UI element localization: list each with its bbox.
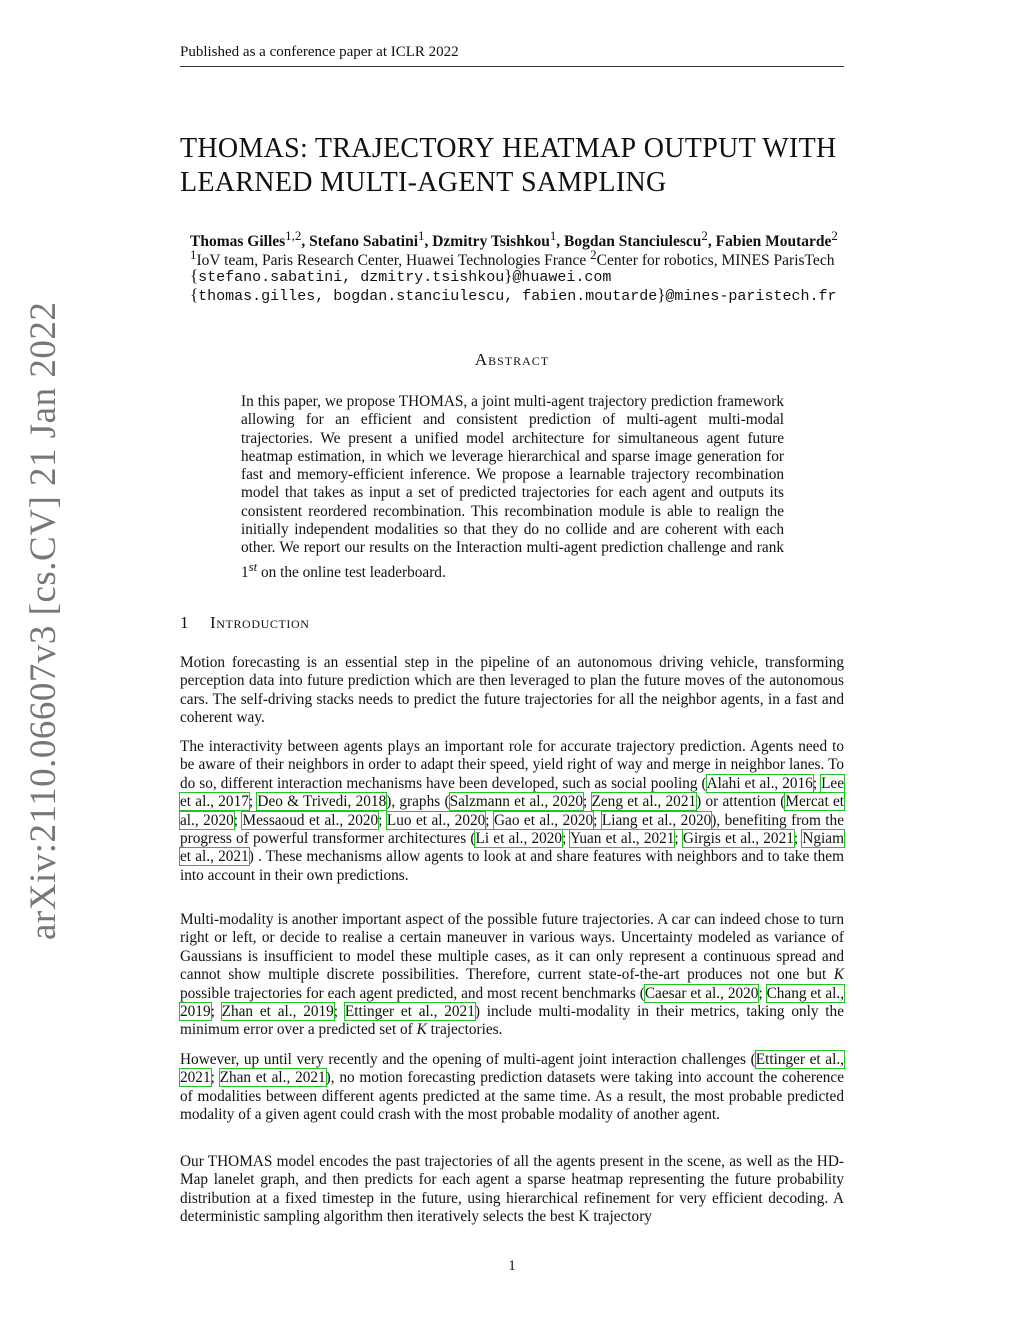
citation-author[interactable]: Salzmann et al.: [449, 793, 545, 811]
math-symbol: K: [833, 966, 844, 984]
affiliation-text: Center for robotics, MINES ParisTech: [596, 252, 835, 270]
citation-author[interactable]: Caesar et al.: [644, 984, 721, 1002]
citation-author[interactable]: Ettinger et al.: [755, 1051, 841, 1068]
citation-link[interactable]: Chang et al., 2019: [180, 984, 845, 1021]
affiliation-mark: 2: [701, 228, 708, 243]
citation-year[interactable]: 2020: [531, 830, 563, 848]
title-part: LEARNED: [180, 167, 313, 198]
brace-open: {: [190, 285, 199, 304]
citation-link[interactable]: Caesar et al., 2020: [644, 984, 759, 1002]
citation-year[interactable]: 2019: [303, 1003, 334, 1021]
citation-year[interactable]: 2021: [763, 830, 794, 848]
citation-year[interactable]: 2020: [552, 793, 584, 811]
section-number: 1: [180, 613, 190, 632]
abstract-text: on the online test leaderboard.: [257, 563, 446, 581]
affiliation-mark: 2: [831, 228, 838, 243]
paragraph-text: trajectories.: [426, 1021, 503, 1039]
email-line-huawei: [190, 266, 611, 286]
citation-author[interactable]: Liang et al.: [601, 811, 673, 829]
citation-link[interactable]: Li et al., 2020: [475, 830, 563, 848]
math-symbol: K: [416, 1021, 427, 1039]
citation-link[interactable]: Luo et al., 2020: [386, 811, 486, 829]
paper-title: [180, 132, 850, 200]
abstract-body: [241, 393, 784, 582]
running-header: Published as a conference paper at ICLR 2022: [180, 44, 459, 60]
citation-year[interactable]: 2021: [444, 1003, 475, 1021]
author-name: , Dzmitry Tsishkou: [424, 233, 550, 251]
citation-author[interactable]: Lee et al.: [180, 774, 844, 811]
affiliation-mark: 1: [418, 228, 425, 243]
citation-link[interactable]: Yuan et al., 2021: [569, 830, 675, 848]
citation-link[interactable]: Gao et al., 2020: [493, 811, 594, 829]
citation-author[interactable]: Mercat et al.: [180, 793, 844, 829]
header-rule: [180, 66, 844, 67]
citation-link[interactable]: Ngiam et al., 2021: [180, 830, 844, 866]
citation-year[interactable]: 2019: [180, 1003, 211, 1021]
title-part: O: [636, 133, 665, 164]
citation-link[interactable]: Alahi et al., 2016: [706, 774, 813, 792]
citation-author[interactable]: Gao et al.: [493, 811, 555, 829]
paragraph-text: ) or attention (: [696, 793, 786, 811]
citation-year[interactable]: 2020: [347, 811, 379, 829]
arxiv-identifier[interactable]: arXiv:2110.06607v3 [cs.CV] 21 Jan 2022: [23, 301, 64, 940]
title-part: : T: [300, 133, 333, 164]
citation-year[interactable]: 2021: [643, 830, 675, 848]
citation-author[interactable]: Girgis et al.: [682, 830, 756, 848]
citation-link[interactable]: Salzmann et al., 2020: [449, 793, 584, 811]
paragraph-text: However, up until very recently and the opening of multi-agent joint interaction challenges (: [180, 1051, 756, 1068]
brace-close: }: [657, 285, 666, 304]
citation-year[interactable]: 2020: [680, 811, 712, 829]
author-name: , Fabien Moutarde: [707, 233, 832, 251]
citation-year[interactable]: 2021: [218, 848, 249, 866]
paragraph-text: ), no motion forecasting prediction datasets were taking into account the coherence of modalities between different agents predicted at the same time. As a result, the most probable predicted modality of a given agent could crash with the most probable modality of another agent.: [180, 1069, 844, 1124]
paragraph-text: possible trajectories for each agent predicted, and most recent benchmarks (: [180, 984, 645, 1002]
citation-link[interactable]: Ettinger et al., 2021: [344, 1003, 475, 1021]
citation-year[interactable]: 2020: [454, 811, 486, 829]
paragraph: Motion forecasting is an essential step in the pipeline of an autonomous driving vehicle, transforming perception data into future prediction which are then leveraged to plan the future moves of the autonomous cars. The self-driving stacks needs to predict the future trajectories for all the neighbor agents, in a fast and coherent way.: [180, 654, 844, 727]
citation-year[interactable]: 2020: [203, 811, 234, 829]
affiliation-text: IoV team, Paris Research Center, Huawei Technologies France: [196, 252, 591, 270]
citation-author[interactable]: Deo & Trivedi: [257, 793, 348, 811]
citation-author[interactable]: Ngiam et al.: [180, 830, 844, 866]
author-name: Thomas Gilles: [190, 233, 286, 251]
abstract-text: In this paper, we propose THOMAS, a joint multi-agent trajectory prediction framework allowing for an efficient and consistent prediction of multi-agent multi-modal trajectories. We present a unified model architecture for simultaneous agent future heatmap estimation, in which we leverage hierarchical and sparse image generation for fast and memory-efficient inference. We propose a learnable trajectory recombination model that takes as input a set of predicted trajectories for each agent and outputs its consistent reordered recombination. This recombination module is able to realign the initially independent modalities so that they do no collide and are coherent with each other. We report our results on the Interaction multi-agent prediction challenge and rank 1: [241, 393, 784, 581]
title-part: ULTI: [345, 167, 408, 198]
email-users[interactable]: thomas.gilles, bogdan.stanciulescu, fabien.moutarde: [198, 288, 658, 305]
citation-link[interactable]: Lee et al., 2017: [180, 774, 844, 811]
citation-link[interactable]: Liang et al., 2020: [601, 811, 712, 829]
title-part: H: [494, 133, 523, 164]
title-part: -A: [407, 167, 438, 198]
citation-author[interactable]: Ettinger et al.: [344, 1003, 434, 1021]
title-part: EATMAP: [522, 133, 637, 164]
citation-link[interactable]: Zhan et al., 2021: [219, 1069, 326, 1087]
affiliation-mark: 1,2: [285, 228, 302, 243]
citation-author[interactable]: Zhan et al.: [221, 1003, 293, 1021]
affiliation-mark: 1: [190, 247, 197, 262]
title-part: M: [312, 167, 346, 198]
citation-year[interactable]: 2021: [665, 793, 697, 811]
paragraph: However, up until very recently and the opening of multi-agent joint interaction challenges (Ettinger et al., 2021; Zhan et al., 2021), no motion forecasting prediction datasets were taking into account the coherence of modalities between different agents predicted at the same time. As a result, the most probable predicted modality of a given agent could crash with the most probable modality of another agent.: [180, 1051, 844, 1124]
citation-author[interactable]: Luo et al.: [386, 811, 447, 829]
citation-year[interactable]: 2021: [180, 1069, 211, 1087]
brace-open: {: [190, 266, 199, 285]
email-domain[interactable]: @huawei.com: [512, 269, 612, 286]
section-heading: [180, 613, 310, 633]
citation-link[interactable]: Mercat et al., 2020: [180, 793, 844, 829]
superscript: st: [248, 559, 258, 574]
paragraph-text: ) . These mechanisms allow agents to look at and share features with neighbors and to take them into account in their own predictions.: [180, 848, 844, 884]
citation-year[interactable]: 2020: [562, 811, 594, 829]
citation-year[interactable]: 2018: [355, 793, 387, 811]
email-users[interactable]: stefano.sabatini, dzmitry.tsishkou: [198, 269, 505, 286]
page-number: 1: [508, 1258, 516, 1274]
paragraph-text: Multi-modality is another important aspect of the possible future trajectories. A car can indeed chose to turn right or left, or decide to realise a certain maneuver in various ways. Uncertainty modeled as variance of Gaussians is insufficient to model these multiple cases, as it can only represent a continuous spread and cannot show multiple discrete possibilities. Therefore, current state-of-the-art produces not one but: [180, 911, 844, 984]
title-part: RAJECTORY: [332, 133, 495, 164]
citation-author[interactable]: Alahi et al.: [706, 774, 775, 792]
title-part: AMPLING: [536, 167, 667, 198]
citation-year[interactable]: 2016: [782, 774, 813, 792]
email-line-mines: [190, 285, 836, 305]
paragraph: Multi-modality is another important aspect of the possible future trajectories. A car can indeed chose to turn right or left, or decide to realise a certain maneuver in various ways. Uncertainty modeled as variance of Gaussians is insufficient to model these multiple cases, as it can only represent a continuous spread and cannot show multiple discrete possibilities. Therefore, current state-of-the-art produces not one but K possible trajectories for each agent predicted, and most recent benchmarks (Caesar et al., 2020; Chang et al., 2019; Zhan et al., 2019; Ettinger et al., 2021) include multi-modality in their metrics, taking only the minimum error over a predicted set of K trajectories.: [180, 911, 845, 1039]
citation-link[interactable]: Messaoud et al., 2020: [242, 811, 379, 829]
citation-link[interactable]: Zhan et al., 2019: [221, 1003, 334, 1021]
title-part: S: [513, 167, 537, 198]
citation-author[interactable]: Li et al.: [475, 830, 524, 848]
citation-link[interactable]: Deo & Trivedi, 2018: [257, 793, 387, 811]
author-name: , Stefano Sabatini: [301, 233, 419, 251]
citation-author[interactable]: Messaoud et al.: [242, 811, 340, 829]
citation-author[interactable]: Zeng et al.: [591, 793, 658, 811]
citation-link[interactable]: Zeng et al., 2021: [591, 793, 697, 811]
paragraph-text: The interactivity between agents plays an important role for accurate trajectory prediction. Agents need to be aware of their neighbors in order to adapt their speed, yield right of way and merge in neighbor lanes. To do so, different interaction mechanisms have been developed, such as social pooling (: [180, 738, 844, 792]
affiliation-mark: 2: [590, 247, 597, 262]
citation-link[interactable]: Ettinger et al., 2021: [180, 1051, 844, 1087]
citation-link[interactable]: Girgis et al., 2021: [682, 830, 794, 848]
title-part: UTPUT WITH: [664, 133, 837, 164]
paragraph: Our THOMAS model encodes the past trajectories of all the agents present in the scene, as well as the HD-Map lanelet graph, and then predicts for each agent a sparse heatmap representing the future probability distribution at a fixed timestep in the future, using hierarchical refinement for very efficient decoding. A deterministic sampling algorithm then iteratively selects the best K trajectory: [180, 1153, 844, 1226]
paragraph-text: ) include multi-modality in their metrics, taking only the minimum error over a predicted set of: [180, 1003, 844, 1039]
paragraph-text: ), benefiting from the progress of powerful transformer architectures (: [180, 811, 844, 848]
citation-author[interactable]: Chang et al.: [766, 984, 841, 1002]
title-part: THOMAS: [180, 133, 301, 164]
paragraph-text: ), graphs (: [386, 793, 450, 811]
citation-year[interactable]: 2020: [727, 984, 759, 1002]
abstract-heading: Abstract: [474, 350, 550, 369]
author-name: , Bogdan Stanciulescu: [556, 233, 702, 251]
citation-year[interactable]: 2021: [295, 1069, 326, 1087]
section-title: Introduction: [210, 613, 310, 632]
email-domain[interactable]: @mines-paristech.fr: [665, 288, 837, 305]
title-part: GENT: [437, 167, 514, 198]
brace-close: }: [504, 266, 513, 285]
paragraph: The interactivity between agents plays an important role for accurate trajectory prediction. Agents need to be aware of their neighbors in order to adapt their speed, yield right of way and merge in neighbor lanes. To do so, different interaction mechanisms have been developed, such as social pooling (Alahi et al., 2016; Lee et al., 2017; Deo & Trivedi, 2018), graphs (Salzmann et al., 2020; Zeng et al., 2021) or attention (Mercat et al., 2020; Messaoud et al., 2020; Luo et al., 2020; Gao et al., 2020; Liang et al., 2020), benefiting from the progress of powerful transformer architectures (Li et al., 2020; Yuan et al., 2021; Girgis et al., 2021; Ngiam et al., 2021) . These mechanisms allow agents to look at and share features with neighbors and to take them into account in their own predictions.: [180, 738, 844, 884]
citation-year[interactable]: 2017: [218, 793, 249, 811]
citation-author[interactable]: Yuan et al.: [569, 830, 636, 848]
citation-author[interactable]: Zhan et al.: [219, 1069, 287, 1087]
affiliation-mark: 1: [549, 228, 557, 243]
